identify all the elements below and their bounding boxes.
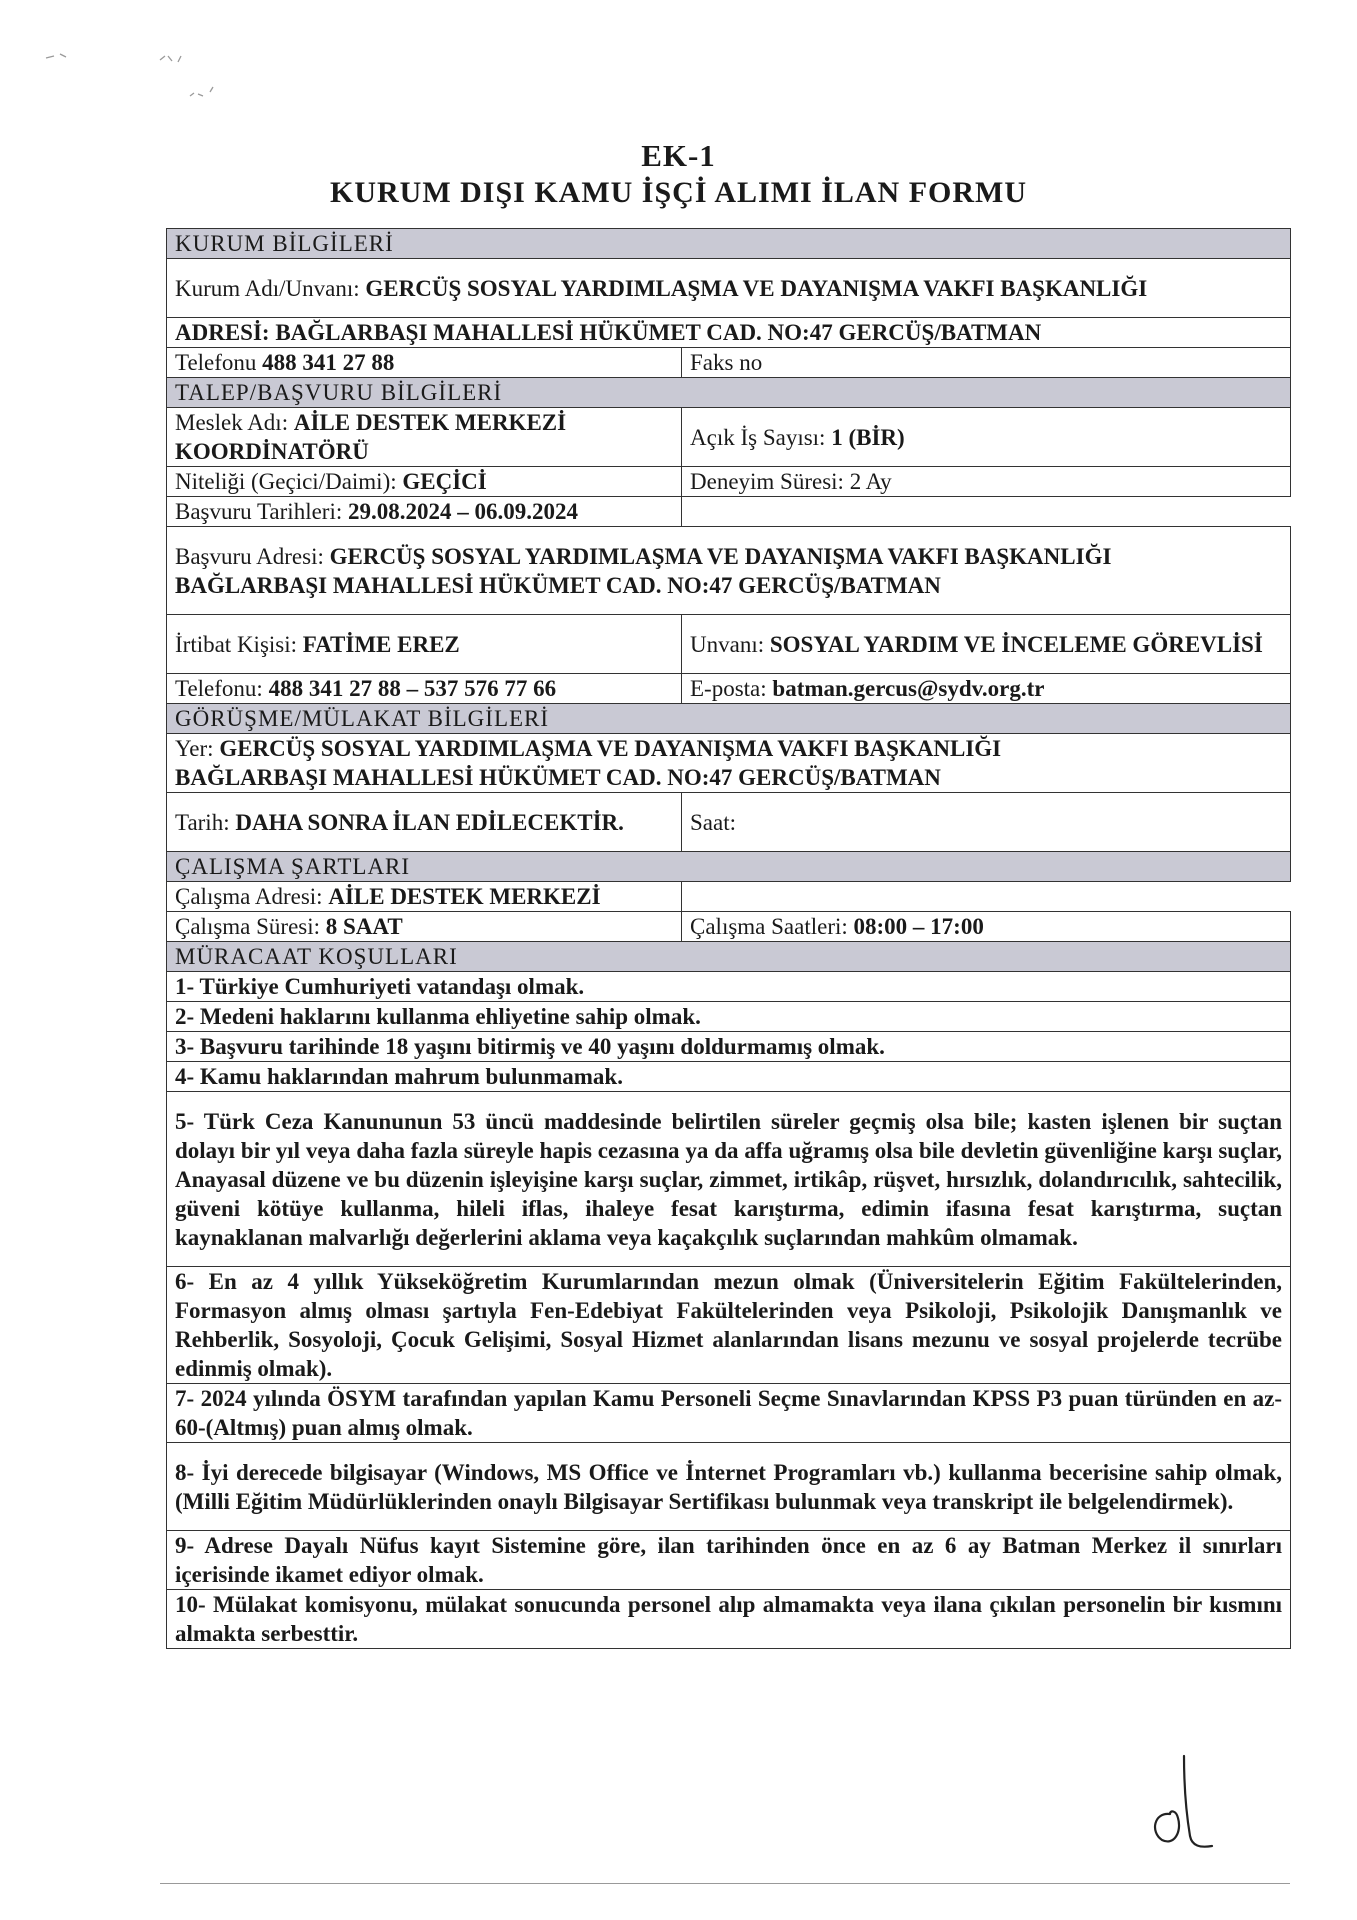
kurum-address: ADRESİ: BAĞLARBAŞI MAHALLESİ HÜKÜMET CAD. NO:47 GERCÜŞ/BATMAN (167, 318, 1291, 348)
calisma-sure-value: 8 SAAT (325, 914, 403, 939)
deneyim-label: Deneyim Süresi: (690, 469, 844, 494)
mulakat-tarih-label: Tarih: (175, 809, 230, 835)
condition-item-1: 1- Türkiye Cumhuriyeti vatandaşı olmak. (167, 972, 1291, 1002)
condition-item-3: 3- Başvuru tarihinde 18 yaşını bitirmiş ve 40 yaşını doldurmamış olmak. (167, 1032, 1291, 1062)
calisma-saat-label: Çalışma Saatleri: (690, 914, 848, 939)
irtibat-value: FATİME EREZ (302, 631, 460, 657)
section-muracaat: MÜRACAAT KOŞULLARI (167, 942, 1291, 972)
iletisim-row (167, 674, 1291, 704)
eposta-value: batman.gercus@sydv.org.tr (772, 676, 1045, 701)
condition-item-6: 6- En az 4 yıllık Yükseköğretim Kurumlarından mezun olmak (Üniversitelerin Eğitim Fakültelerinden, Formasyon almış olması şartıyla Fen-Edebiyat Fakültelerinden veya Psikoloji, Psikolojik Danışmanlık ve Rehberlik, Sosyoloji, Çocuk Gelişimi, Sosyal Hizmet alanlarından lisans mezunu ve sosyal projelerde tecrübe edinmiş olmak). (167, 1267, 1291, 1384)
basvuru-adres-label: Başvuru Adresi: (175, 543, 324, 569)
basvuru-tarih-value: 29.08.2024 – 06.09.2024 (347, 499, 578, 524)
calisma-saat-value: 08:00 – 17:00 (853, 914, 984, 939)
telefon-label: Telefonu: (175, 676, 263, 701)
nitelik-label: Niteliği (Geçici/Daimi): (175, 469, 397, 494)
kurum-phone-value: 488 341 27 88 (262, 350, 395, 375)
kurum-phone-row (167, 348, 1291, 378)
mulakat-tarih-row (167, 793, 1291, 852)
bottom-rule (160, 1883, 1290, 1884)
kurum-name-value: GERCÜŞ SOSYAL YARDIMLAŞMA VE DAYANIŞMA VAKFI BAŞKANLIĞI (365, 275, 1148, 301)
basvuru-adres-line2: BAĞLARBAŞI MAHALLESİ HÜKÜMET CAD. NO:47 GERCÜŞ/BATMAN (175, 572, 941, 598)
basvuru-tarih-label: Başvuru Tarihleri: (175, 499, 343, 524)
acik-is-label: Açık İş Sayısı: (690, 424, 826, 450)
document-title: KURUM DIŞI KAMU İŞÇİ ALIMI İLAN FORMU (329, 176, 1028, 209)
section-gorusme: GÖRÜŞME/MÜLAKAT BİLGİLERİ (167, 704, 1291, 734)
mulakat-yer-label: Yer: (175, 736, 214, 761)
kurum-name-label: Kurum Adı/Unvanı: (175, 275, 360, 301)
kurum-address-row (167, 318, 1291, 348)
calisma-sure-label: Çalışma Süresi: (175, 914, 321, 939)
section-kurum: KURUM BİLGİLERİ (167, 229, 1291, 259)
condition-item-2: 2- Medeni haklarını kullanma ehliyetine sahip olmak. (167, 1002, 1291, 1032)
scan-noise-mark (40, 46, 220, 106)
basvuru-tarih-row (167, 497, 1291, 527)
kurum-name-row (167, 259, 1291, 318)
section-calisma: ÇALIŞMA ŞARTLARI (167, 852, 1291, 882)
deneyim-value: 2 Ay (849, 469, 892, 494)
mulakat-saat-label: Saat: (690, 809, 736, 835)
calisma-sure-row (167, 912, 1291, 942)
meslek-row (167, 408, 1291, 467)
unvan-label: Unvanı: (690, 631, 765, 657)
meslek-value: AİLE DESTEK MERKEZİ KOORDİNATÖRÜ (175, 410, 567, 464)
mulakat-yer-value: GERCÜŞ SOSYAL YARDIMLAŞMA VE DAYANIŞMA VAKFI BAŞKANLIĞI (219, 736, 1002, 761)
mulakat-tarih-value: DAHA SONRA İLAN EDİLECEKTİR. (235, 809, 624, 835)
document-code: EK-1 (641, 138, 716, 173)
condition-item-5: 5- Türk Ceza Kanununun 53 üncü maddesinde belirtilen süreler geçmiş olsa bile; kasten işlenen bir suçtan dolayı bir yıl veya daha fazla süreyle hapis cezasına ya da affa uğramış olsa bile devletin güvenliğine karşı suçlar, Anayasal düzene ve bu düzenin işleyişine karşı suçlar, zimmet, irtikâp, rüşvet, hırsızlık, dolandırıcılık, sahtecilik, güveni kötüye kullanma, hileli iflas, ihaleye fesat karıştırma, edimin ifasına fesat karıştırma, suçtan kaynaklanan malvarlığı değerlerini aklama veya kaçakçılık suçlarından mahkûm olmamak. (167, 1092, 1291, 1267)
unvan-value: SOSYAL YARDIM VE İNCELEME GÖREVLİSİ (769, 631, 1263, 657)
basvuru-adres-value: GERCÜŞ SOSYAL YARDIMLAŞMA VE DAYANIŞMA VAKFI BAŞKANLIĞI (329, 543, 1112, 569)
irtibat-row (167, 615, 1291, 674)
basvuru-adres-row (167, 527, 1291, 615)
section-talep: TALEP/BAŞVURU BİLGİLERİ (167, 378, 1291, 408)
irtibat-label: İrtibat Kişisi: (175, 631, 298, 657)
nitelik-row (167, 467, 1291, 497)
mulakat-yer-row (167, 734, 1291, 793)
job-posting-form (166, 228, 1291, 1649)
condition-item-4: 4- Kamu haklarından mahrum bulunmamak. (167, 1062, 1291, 1092)
acik-is-value: 1 (BİR) (831, 424, 905, 450)
nitelik-value: GEÇİCİ (402, 469, 487, 494)
condition-item-8: 8- İyi derecede bilgisayar (Windows, MS Office ve İnternet Programları vb.) kullanma becerisine sahip olmak, (Milli Eğitim Müdürlüklerinden onaylı Bilgisayar Sertifikası bulunmak veya transkript ile belgelendirmek). (167, 1443, 1291, 1531)
condition-item-9: 9- Adrese Dayalı Nüfus kayıt Sistemine göre, ilan tarihinden önce en az 6 ay Batman Merkez il sınırları içerisinde ikamet ediyor olmak. (167, 1531, 1291, 1590)
calisma-adres-value: AİLE DESTEK MERKEZİ (328, 884, 601, 909)
kurum-fax-label: Faks no (690, 350, 763, 375)
mulakat-yer-line2: BAĞLARBAŞI MAHALLESİ HÜKÜMET CAD. NO:47 GERCÜŞ/BATMAN (175, 765, 941, 790)
calisma-adres-label: Çalışma Adresi: (175, 884, 323, 909)
eposta-label: E-posta: (690, 676, 767, 701)
kurum-phone-label: Telefonu (175, 350, 257, 375)
handwritten-signature (1140, 1752, 1235, 1852)
condition-item-7: 7- 2024 yılında ÖSYM tarafından yapılan Kamu Personeli Seçme Sınavlarından KPSS P3 puan türünden en az-60-(Altmış) puan almış olmak. (167, 1384, 1291, 1443)
condition-item-10: 10- Mülakat komisyonu, mülakat sonucunda personel alıp almamakta veya ilana çıkılan personelin bir kısmını almakta serbesttir. (167, 1590, 1291, 1649)
meslek-label: Meslek Adı: (175, 410, 289, 435)
calisma-adres-row (167, 882, 1291, 912)
telefon-value: 488 341 27 88 – 537 576 77 66 (268, 676, 557, 701)
